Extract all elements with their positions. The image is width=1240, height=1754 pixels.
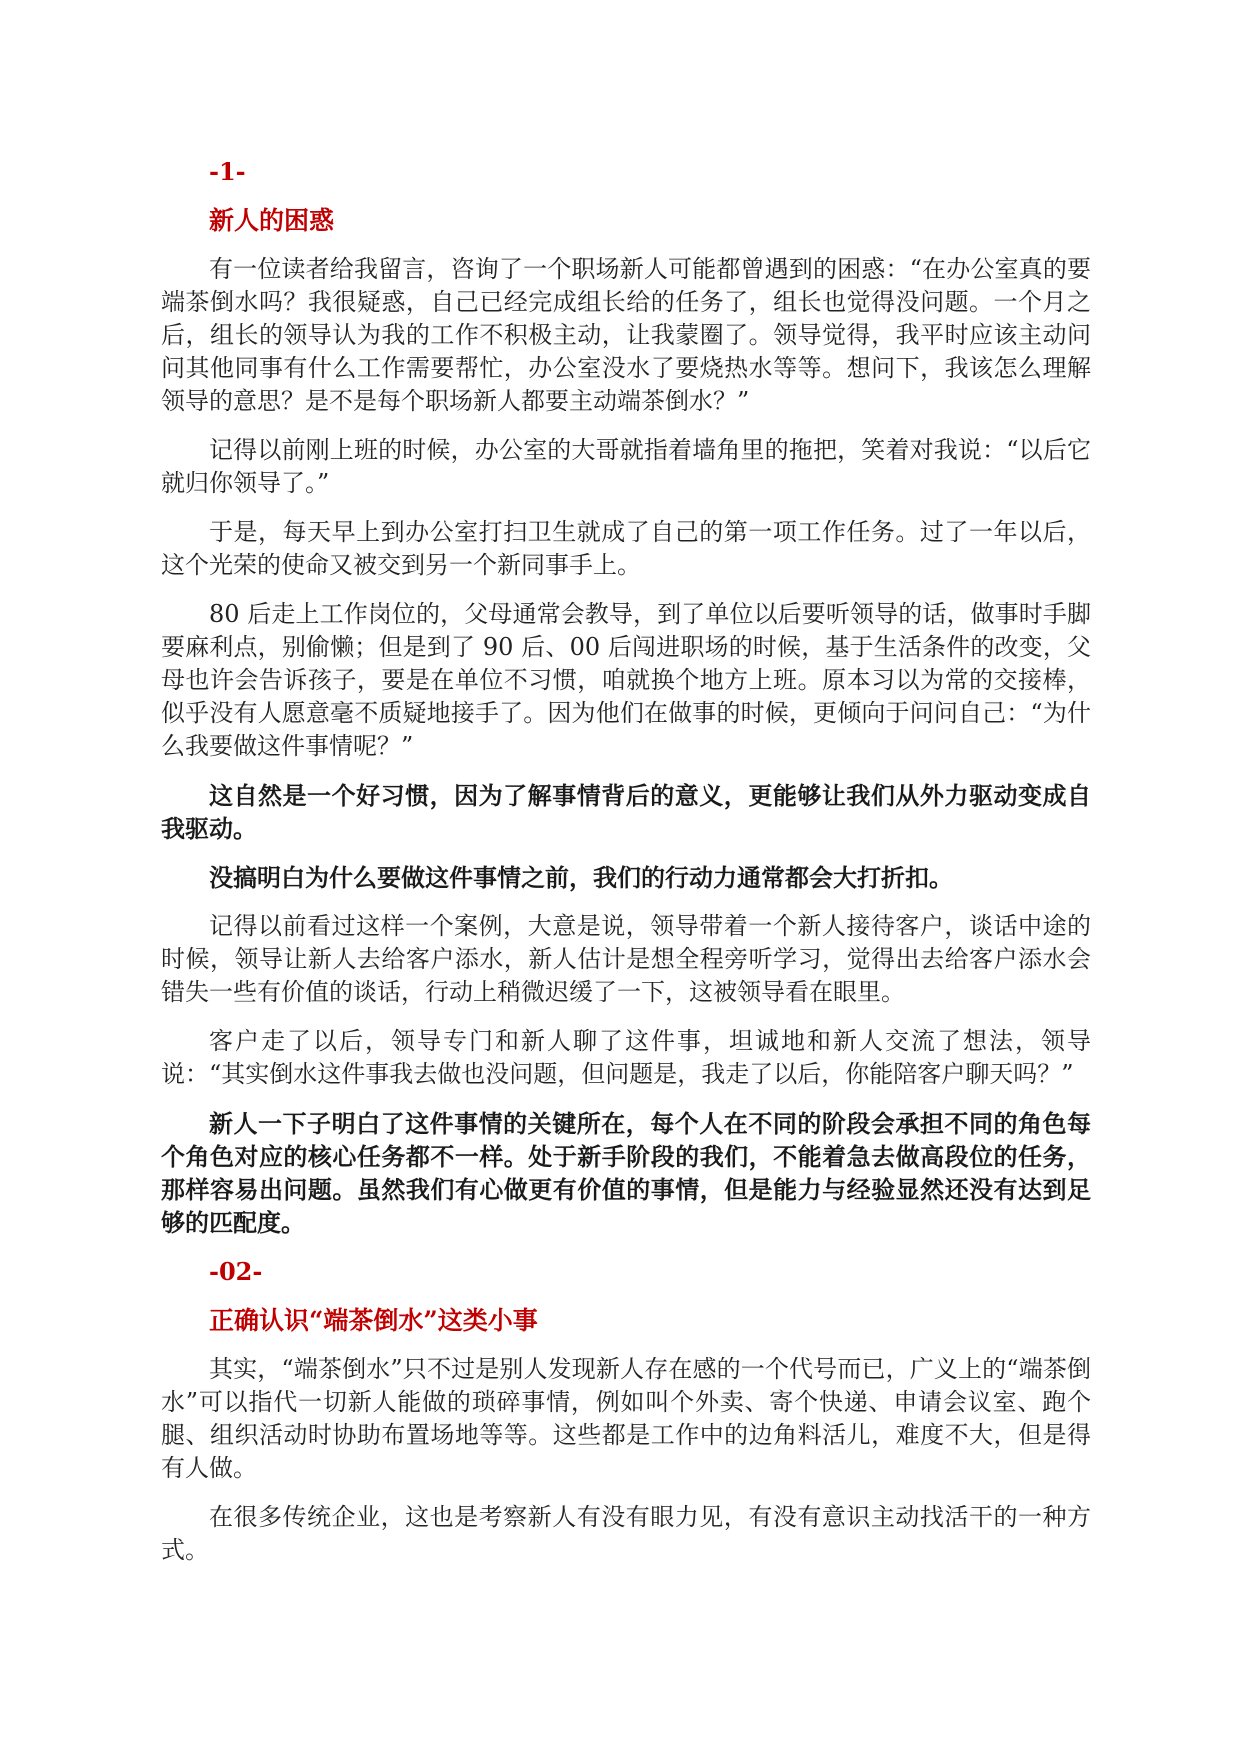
bold-paragraph: 这自然是一个好习惯，因为了解事情背后的意义，更能够让我们从外力驱动变成自我驱动。 [161,781,1091,843]
bold-paragraph: 新人一下子明白了这件事情的关键所在，每个人在不同的阶段会承担不同的角色每个角色对应的核心任务都不一样。处于新手阶段的我们，不能着急去做高段位的任务，那样容易出问题。虽然我们有心做更有价值的事情，但是能力与经验显然还没有达到足够的匹配度。 [161,1109,1091,1237]
document-page [161,155,1091,1583]
paragraph: 客户走了以后，领导专门和新人聊了这件事，坦诚地和新人交流了想法，领导说：“其实倒水这件事我去做也没问题，但问题是，我走了以后，你能陪客户聊天吗？” [161,1027,1091,1088]
section-number: -1- [209,157,246,186]
section-title: 正确认识“端茶倒水”这类小事 [209,1306,538,1335]
paragraph: 于是，每天早上到办公室打扫卫生就成了自己的第一项工作任务。过了一年以后，这个光荣的使命又被交到另一个新同事手上。 [161,518,1091,579]
paragraph: 在很多传统企业，这也是考察新人有没有眼力见，有没有意识主动找活干的一种方式。 [161,1503,1091,1564]
paragraph: 80 后走上工作岗位的，父母通常会教导，到了单位以后要听领导的话，做事时手脚要麻利点，别偷懒；但是到了 90 后、00 后闯进职场的时候，基于生活条件的改变，父母也许会告诉孩子，要是在单位不习惯，咱就换个地方上班。原本习以为常的交接棒，似乎没有人愿意毫不质疑地接手了。因为他们在做事的时候，更倾向于问问自己：“为什么我要做这件事情呢？” [161,600,1091,760]
section-number: -02- [209,1257,263,1286]
paragraph: 记得以前刚上班的时候，办公室的大哥就指着墙角里的拖把，笑着对我说：“以后它就归你领导了。” [161,436,1091,497]
paragraph: 有一位读者给我留言，咨询了一个职场新人可能都曾遇到的困惑：“在办公室真的要端茶倒水吗？我很疑惑，自己已经完成组长给的任务了，组长也觉得没问题。一个月之后，组长的领导认为我的工作不积极主动，让我蒙圈了。领导觉得，我平时应该主动问问其他同事有什么工作需要帮忙，办公室没水了要烧热水等等。想问下，我该怎么理解领导的意思？是不是每个职场新人都要主动端茶倒水？” [161,255,1091,415]
paragraph: 记得以前看过这样一个案例，大意是说，领导带着一个新人接待客户，谈话中途的时候，领导让新人去给客户添水，新人估计是想全程旁听学习，觉得出去给客户添水会错失一些有价值的谈话，行动上稍微迟缓了一下，这被领导看在眼里。 [161,912,1091,1006]
paragraph: 其实，“端茶倒水”只不过是别人发现新人存在感的一个代号而已，广义上的“端茶倒水”可以指代一切新人能做的琐碎事情，例如叫个外卖、寄个快递、申请会议室、跑个腿、组织活动时协助布置场地等等。这些都是工作中的边角料活儿，难度不大，但是得有人做。 [161,1355,1091,1482]
section-title: 新人的困惑 [209,206,335,235]
bold-paragraph: 没搞明白为什么要做这件事情之前，我们的行动力通常都会大打折扣。 [209,863,953,892]
